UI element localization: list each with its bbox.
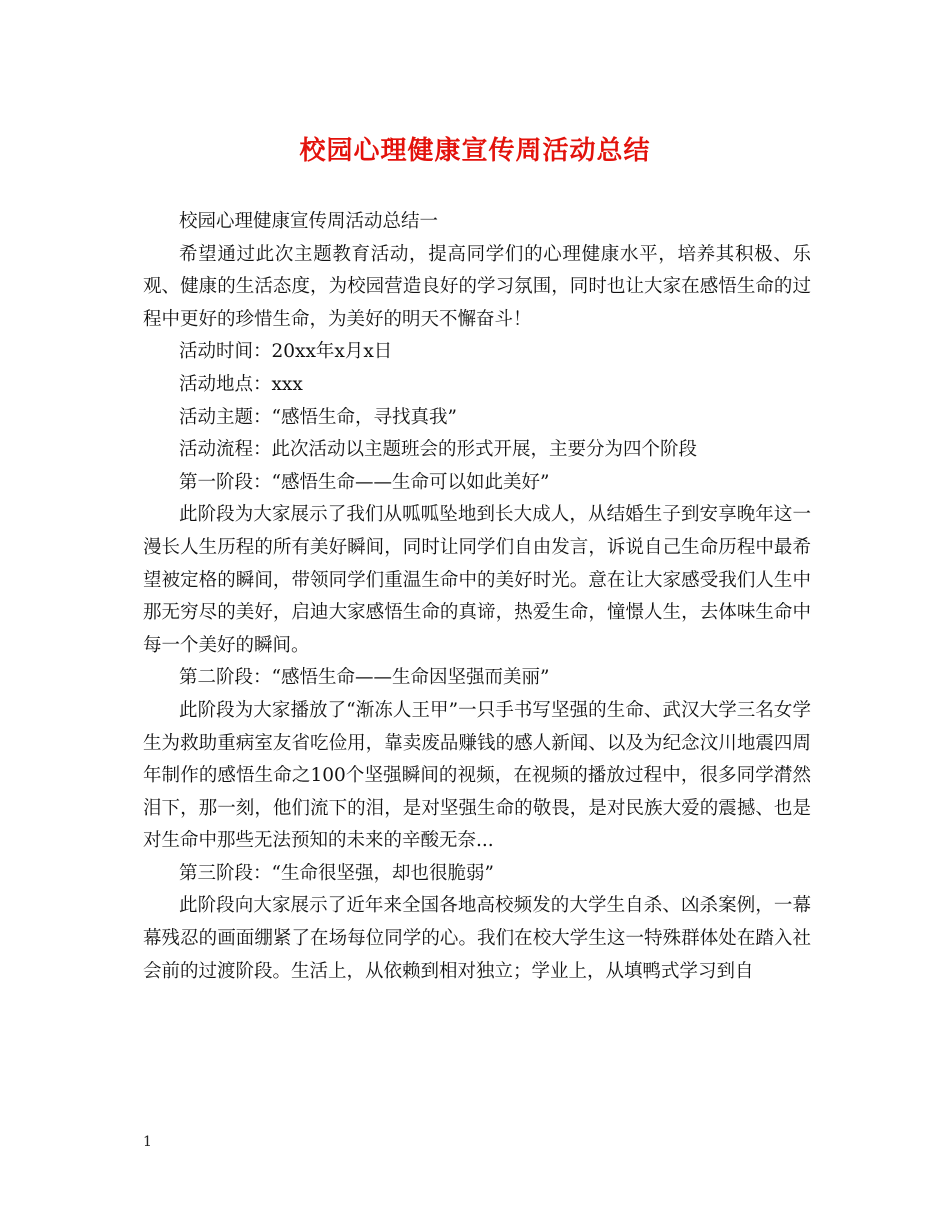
stage-two-paragraph: 此阶段为大家播放了“渐冻人王甲”一只手书写坚强的生命、武汉大学三名女学生为救助重病室友省吃俭用，靠卖废品赚钱的感人新闻、以及为纪念汶川地震四周年制作的感悟生命之100个坚强瞬间的视频，在视频的播放过程中，很多同学潸然泪下，那一刻，他们流下的泪，是对坚强生命的敬畏，是对民族大爱的震撼、也是对生命中那些无法预知的未来的辛酸无奈... [143,699,811,852]
section-heading: 校园心理健康宣传周活动总结一 [179,211,439,232]
activity-location: 活动地点：xxx [179,373,303,395]
page-number: 1 [143,1134,152,1150]
stage-three-paragraph: 此阶段向大家展示了近年来全国各地高校频发的大学生自杀、凶杀案例，一幕幕残忍的画面绷紧了在场每位同学的心。我们在校大学生这一特殊群体处在踏入社会前的过渡阶段。生活上，从依赖到相对独立；学业上，从填鸭式学习到自 [143,895,811,982]
document-body [143,206,811,988]
activity-time: 活动时间：20xx年x月x日 [179,341,393,363]
activity-process: 活动流程：此次活动以主题班会的形式开展，主要分为四个阶段 [179,439,698,461]
paragraph-intro: 希望通过此次主题教育活动，提高同学们的心理健康水平，培养其积极、乐观、健康的生活态度，为校园营造良好的学习氛围，同时也让大家在感悟生命的过程中更好的珍惜生命，为美好的明天不懈奋斗！ [143,243,811,330]
stage-three-heading: 第三阶段：“生命很坚强，却也很脆弱” [179,862,494,884]
stage-one-paragraph: 此阶段为大家展示了我们从呱呱坠地到长大成人，从结婚生子到安享晚年这一漫长人生历程的所有美好瞬间，同时让同学们自由发言，诉说自己生命历程中最希望被定格的瞬间，带领同学们重温生命中的美好时光。意在让大家感受我们人生中那无穷尽的美好，启迪大家感悟生命的真谛，热爱生命，憧憬人生，去体味生命中每一个美好的瞬间。 [143,504,811,656]
stage-two-heading: 第二阶段：“感悟生命——生命因坚强而美丽” [179,667,550,689]
stage-one-heading: 第一阶段：“感悟生命——生命可以如此美好” [179,471,550,493]
document-title: 校园心理健康宣传周活动总结 [299,136,651,166]
activity-theme: 活动主题：“感悟生命，寻找真我” [179,406,457,428]
